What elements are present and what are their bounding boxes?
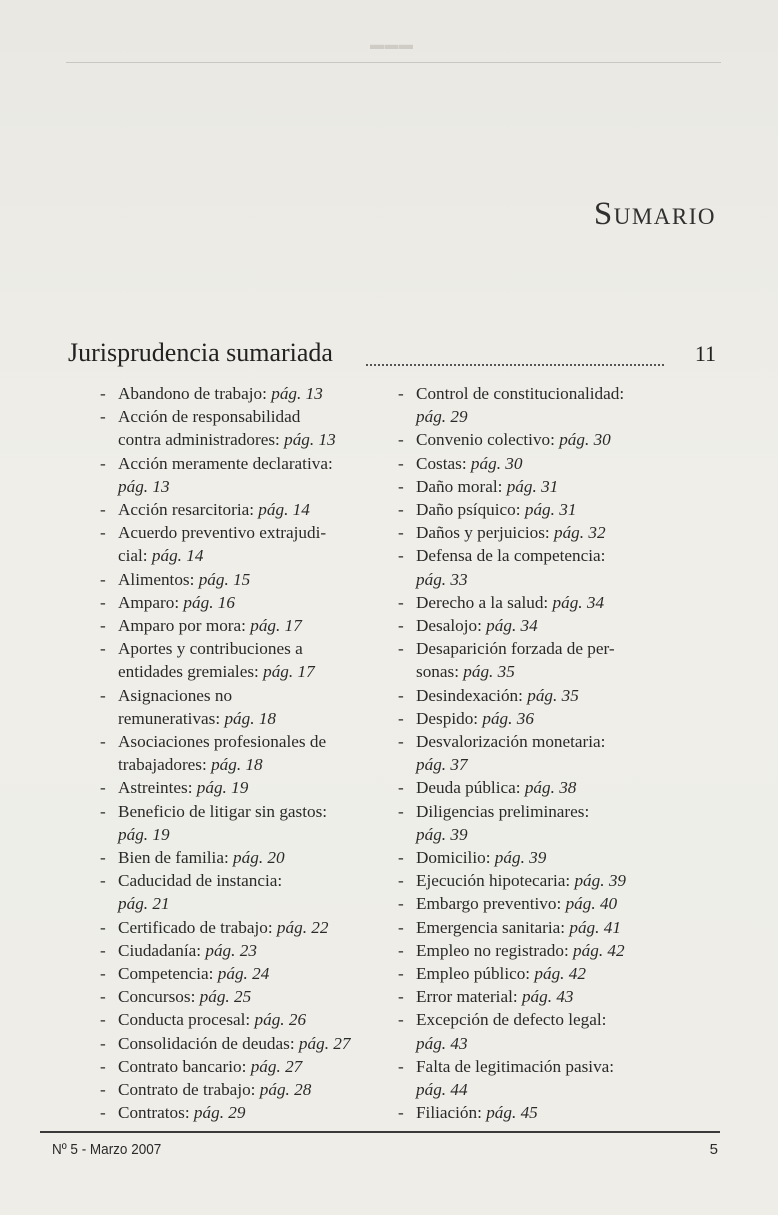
- index-entry: [398, 382, 698, 428]
- entry-page-ref: pág. 29: [416, 407, 468, 427]
- entry-page-ref: pág. 42: [534, 964, 586, 984]
- entry-dash: -: [100, 500, 106, 520]
- entry-dash: -: [100, 871, 106, 891]
- entry-text: trabajadores:: [118, 755, 212, 775]
- entry-dash: -: [398, 964, 404, 984]
- entry-text: Asociaciones profesionales de: [118, 732, 327, 752]
- entry-text: Despido:: [416, 708, 483, 728]
- entry-dash: -: [100, 801, 106, 821]
- entry-dash: -: [100, 569, 106, 589]
- entry-page-ref: pág. 14: [151, 546, 204, 566]
- entry-text: Empleo no registrado:: [416, 940, 574, 960]
- entry-dash: -: [100, 384, 106, 403]
- entry-dash: -: [100, 848, 106, 868]
- entry-page-ref: pág. 18: [211, 755, 263, 775]
- entry-page-ref: pág. 22: [276, 917, 329, 937]
- entry-text: Error material:: [416, 987, 522, 1007]
- entry-text: Bien de familia:: [118, 848, 234, 868]
- entry-dash: -: [398, 1103, 404, 1123]
- entry-text: Amparo por mora:: [118, 616, 251, 636]
- index-entry: [398, 916, 698, 939]
- entry-text: Acción de responsabilidad: [118, 407, 301, 427]
- entry-page-ref: pág. 27: [250, 1056, 303, 1076]
- entry-text: entidades gremiales:: [118, 662, 264, 682]
- entry-dash: -: [100, 940, 106, 960]
- entry-text: Embargo preventivo:: [416, 894, 566, 914]
- index-entry: [100, 776, 380, 799]
- entry-dash: -: [398, 523, 404, 543]
- entry-page-ref: pág. 39: [574, 871, 626, 891]
- entry-text: Desalojo:: [416, 616, 487, 636]
- entry-page-ref: pág. 19: [196, 778, 249, 798]
- entry-text: Consolidación de deudas:: [118, 1033, 299, 1053]
- index-entry: [100, 405, 380, 451]
- index-entry: [398, 544, 698, 590]
- index-entry: [100, 498, 380, 521]
- entry-dash: -: [398, 708, 404, 728]
- index-entry: [100, 730, 380, 776]
- entry-page-ref: pág. 24: [217, 964, 270, 984]
- entry-page-ref: pág. 43: [521, 987, 574, 1007]
- entry-page-ref: pág. 41: [569, 917, 621, 937]
- entry-page-ref: pág. 13: [118, 476, 170, 496]
- index-entry: [398, 800, 698, 846]
- entry-page-ref: pág. 29: [193, 1103, 246, 1123]
- entry-dash: -: [398, 940, 404, 960]
- entry-page-ref: pág. 17: [263, 662, 315, 682]
- entry-text: Acción resarcitoria:: [118, 500, 259, 520]
- right-index-column: [398, 382, 698, 1125]
- entry-text: Desindexación:: [416, 685, 528, 705]
- entry-page-ref: pág. 39: [416, 824, 468, 844]
- entry-page-ref: pág. 20: [233, 848, 285, 868]
- entry-text: Desvalorización monetaria:: [416, 732, 606, 752]
- entry-text: Domicilio:: [416, 848, 495, 868]
- index-entry: [398, 707, 698, 730]
- entry-page-ref: pág. 31: [524, 500, 577, 520]
- entry-dash: -: [100, 1080, 106, 1100]
- entry-dash: -: [100, 1010, 106, 1030]
- entry-text: Acción meramente declarativa:: [118, 453, 333, 473]
- entry-text: Diligencias preliminares:: [416, 801, 590, 821]
- entry-dash: -: [100, 987, 106, 1007]
- entry-text: Alimentos:: [118, 569, 199, 589]
- entry-dash: -: [100, 964, 106, 984]
- entry-dash: -: [100, 592, 106, 612]
- entry-dash: -: [398, 500, 404, 520]
- entry-dash: -: [398, 546, 404, 566]
- entry-page-ref: pág. 44: [416, 1080, 468, 1100]
- entry-text: Contrato de trabajo:: [118, 1080, 260, 1100]
- entry-text: Competencia:: [118, 964, 218, 984]
- entry-page-ref: pág. 26: [254, 1010, 307, 1030]
- entry-text: cial:: [118, 546, 152, 566]
- entry-dash: -: [398, 801, 404, 821]
- entry-dash: -: [398, 732, 404, 752]
- entry-page-ref: pág. 36: [482, 708, 534, 728]
- entry-dash: -: [398, 592, 404, 612]
- index-entry: [100, 521, 380, 567]
- index-entry: [398, 428, 698, 451]
- entry-text: Empleo público:: [416, 964, 535, 984]
- entry-dash: -: [100, 732, 106, 752]
- entry-text: Falta de legitimación pasiva:: [416, 1056, 615, 1076]
- entry-text: Amparo:: [118, 592, 184, 612]
- entry-text: Deuda pública:: [416, 778, 525, 798]
- entry-dash: -: [398, 616, 404, 636]
- entry-page-ref: pág. 15: [198, 569, 251, 589]
- index-entry: [100, 591, 380, 614]
- index-entry: [398, 939, 698, 962]
- entry-text: Aportes y contribuciones a: [118, 639, 303, 659]
- entry-dash: -: [100, 1033, 106, 1053]
- entry-text: Certificado de trabajo:: [118, 917, 277, 937]
- index-entry: [100, 568, 380, 591]
- entry-text: sonas:: [416, 662, 464, 682]
- index-entry: [100, 985, 380, 1008]
- index-entry: [100, 1101, 380, 1124]
- entry-text: Conducta procesal:: [118, 1010, 255, 1030]
- entry-text: Abandono de trabajo:: [118, 384, 272, 403]
- entry-dash: -: [100, 778, 106, 798]
- entry-page-ref: pág. 40: [565, 894, 618, 914]
- entry-page-ref: pág. 25: [199, 987, 252, 1007]
- header-watermark-mark: ▬▬▬: [370, 36, 414, 52]
- entry-dash: -: [398, 685, 404, 705]
- entry-text: Filiación:: [416, 1103, 487, 1123]
- header-rule: [66, 62, 721, 63]
- index-entry: [398, 475, 698, 498]
- index-entry: [398, 892, 698, 915]
- footer-issue: Nº 5 - Marzo 2007: [52, 1141, 162, 1158]
- index-entry: [398, 1101, 698, 1124]
- entry-text: Convenio colectivo:: [416, 430, 560, 450]
- entry-dash: -: [398, 639, 404, 659]
- entry-page-ref: pág. 45: [486, 1103, 538, 1123]
- entry-dash: -: [398, 917, 404, 937]
- entry-page-ref: pág. 43: [416, 1033, 468, 1053]
- entry-dash: -: [100, 407, 106, 427]
- index-entry: [100, 869, 380, 915]
- entry-dash: -: [100, 1056, 106, 1076]
- index-entry: [398, 521, 698, 544]
- entry-dash: -: [100, 616, 106, 636]
- index-entry: [398, 1008, 698, 1054]
- entry-dash: -: [398, 430, 404, 450]
- entry-page-ref: pág. 38: [524, 778, 577, 798]
- entry-dash: -: [398, 987, 404, 1007]
- footer-page-number: 5: [709, 1141, 718, 1158]
- entry-dash: -: [100, 453, 106, 473]
- entry-page-ref: pág. 34: [486, 616, 538, 636]
- entry-page-ref: pág. 31: [506, 476, 559, 496]
- entry-text: Asignaciones no: [118, 685, 233, 705]
- index-entry: [398, 684, 698, 707]
- entry-page-ref: pág. 33: [416, 569, 468, 589]
- entry-dash: -: [398, 453, 404, 473]
- entry-dash: -: [100, 523, 106, 543]
- index-entry: [398, 591, 698, 614]
- entry-text: Caducidad de instancia:: [118, 871, 283, 891]
- entry-text: Contratos:: [118, 1103, 194, 1123]
- entry-text: Control de constitucionalidad:: [416, 384, 625, 403]
- entry-page-ref: pág. 30: [559, 430, 611, 450]
- index-entry: [100, 846, 380, 869]
- index-entry: [100, 962, 380, 985]
- entry-page-ref: pág. 35: [463, 662, 515, 682]
- entry-page-ref: pág. 16: [183, 592, 235, 612]
- entry-page-ref: pág. 17: [250, 616, 302, 636]
- entry-dash: -: [398, 778, 404, 798]
- index-entry: [100, 684, 380, 730]
- entry-text: Costas:: [416, 453, 471, 473]
- entry-page-ref: pág. 19: [118, 824, 170, 844]
- entry-text: Ciudadanía:: [118, 940, 206, 960]
- index-entry: [398, 637, 698, 683]
- index-entry: [100, 939, 380, 962]
- index-entry: [398, 730, 698, 776]
- index-entry: [100, 1055, 380, 1078]
- entry-dash: -: [100, 639, 106, 659]
- index-entry: [398, 498, 698, 521]
- entry-dash: -: [398, 384, 404, 403]
- entry-page-ref: pág. 35: [527, 685, 579, 705]
- index-entry: [398, 869, 698, 892]
- entry-page-ref: pág. 21: [118, 894, 170, 914]
- entry-page-ref: pág. 18: [224, 708, 276, 728]
- entry-page-ref: pág. 13: [284, 430, 336, 450]
- index-entry: [398, 1055, 698, 1101]
- index-entry: [398, 776, 698, 799]
- entry-page-ref: pág. 39: [494, 848, 547, 868]
- entry-text: Daño psíquico:: [416, 500, 525, 520]
- entry-text: Excepción de defecto legal:: [416, 1010, 607, 1030]
- index-entry: [100, 452, 380, 498]
- index-entry: [100, 1008, 380, 1031]
- index-entry: [100, 1032, 380, 1055]
- entry-text: Astreintes:: [118, 778, 197, 798]
- index-entry: [398, 614, 698, 637]
- entry-page-ref: pág. 27: [298, 1033, 351, 1053]
- entry-page-ref: pág. 34: [552, 592, 605, 612]
- entry-page-ref: pág. 32: [553, 523, 606, 543]
- section-page-number: 11: [694, 341, 716, 366]
- entry-dash: -: [100, 917, 106, 937]
- entry-text: Desaparición forzada de per-: [416, 639, 615, 659]
- entry-page-ref: pág. 23: [205, 940, 257, 960]
- entry-text: contra administradores:: [118, 430, 285, 450]
- index-entry: [398, 846, 698, 869]
- entry-page-ref: pág. 13: [271, 384, 323, 403]
- entry-page-ref: pág. 42: [573, 940, 625, 960]
- entry-text: Derecho a la salud:: [416, 592, 553, 612]
- entry-page-ref: pág. 28: [259, 1080, 312, 1100]
- entry-dash: -: [398, 1010, 404, 1030]
- index-entry: [100, 637, 380, 683]
- index-entry: [398, 452, 698, 475]
- entry-text: Daño moral:: [416, 476, 507, 496]
- entry-dash: -: [398, 871, 404, 891]
- left-index-column: [100, 382, 380, 1125]
- page-title: Sumario: [593, 196, 716, 232]
- entry-dash: -: [100, 685, 106, 705]
- entry-text: Contrato bancario:: [118, 1056, 251, 1076]
- index-entry: [100, 614, 380, 637]
- entry-dash: -: [398, 848, 404, 868]
- section-heading-row: [68, 338, 716, 374]
- index-entry: [398, 962, 698, 985]
- entry-dash: -: [398, 894, 404, 914]
- index-entry: [398, 985, 698, 1008]
- entry-text: remunerativas:: [118, 708, 225, 728]
- entry-dash: -: [100, 1103, 106, 1123]
- entry-page-ref: pág. 14: [258, 500, 310, 520]
- entry-page-ref: pág. 37: [416, 755, 468, 775]
- entry-dash: -: [398, 1056, 404, 1076]
- index-entry: [100, 382, 380, 405]
- index-entry: [100, 800, 380, 846]
- entry-text: Emergencia sanitaria:: [416, 917, 570, 937]
- entry-text: Defensa de la competencia:: [416, 546, 606, 566]
- index-entry: [100, 916, 380, 939]
- entry-text: Beneficio de litigar sin gastos:: [118, 801, 328, 821]
- entry-text: Concursos:: [118, 987, 200, 1007]
- section-title: Jurisprudencia sumariada: [68, 338, 333, 367]
- entry-page-ref: pág. 30: [470, 453, 523, 473]
- section-leader-dots: [366, 364, 664, 366]
- footer-rule: [40, 1131, 720, 1133]
- entry-text: Ejecución hipotecaria:: [416, 871, 575, 891]
- entry-text: Acuerdo preventivo extrajudi-: [118, 523, 327, 543]
- entry-text: Daños y perjuicios:: [416, 523, 554, 543]
- index-entry: [100, 1078, 380, 1101]
- entry-dash: -: [398, 476, 404, 496]
